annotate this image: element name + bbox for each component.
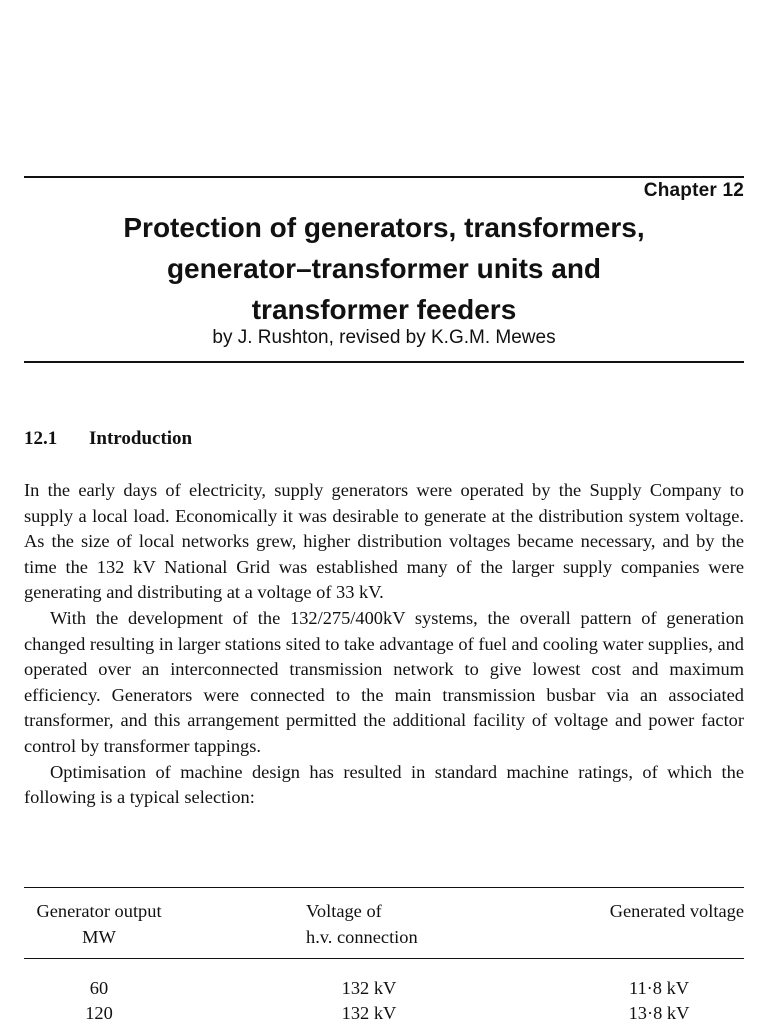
chapter-title-line: Protection of generators, transformers, [123,212,645,243]
header-text: Voltage of [306,901,382,921]
section-heading [24,428,192,450]
header-text: Generated voltage [609,901,744,921]
table-body [24,976,744,1026]
table-row [24,1001,744,1026]
header-text: h.v. connection [306,927,418,947]
header-generator-output [24,898,174,950]
chapter-label: Chapter 12 [643,180,744,201]
header-unit: MW [82,927,116,947]
cell-generator-output: 120 [85,1003,113,1023]
header-bottom-rule [24,361,744,363]
table-row [24,976,744,1001]
chapter-title-line: generator–transformer units and [166,253,602,284]
cell-hv-voltage: 132 kV [341,1003,397,1023]
paragraph: In the early days of electricity, supply generators were operated by the Supply Company to supply a local load. Economically it was desirable to generate at the distribution system voltage. As the size of local networks grew, higher distribution voltages became necessary, and by the time the 132 kV National Grid was established many of the larger supply companies were generating and distributing at a voltage of 33 kV. [24,480,744,603]
top-rule [24,176,744,178]
ratings-table [24,896,744,1023]
cell-generator-output: 60 [89,978,109,998]
body-text [24,478,744,811]
paragraph: Optimisation of machine design has resulted in standard machine ratings, of which the following is a typical selection: [24,761,744,808]
chapter-title-line: transformer feeders [251,294,517,325]
header-hv-voltage [306,898,506,950]
table-header-rule [24,958,744,959]
cell-generated-voltage: 13·8 kV [628,1003,690,1023]
paragraph: With the development of the 132/275/400kV systems, the overall pattern of generation changed resulting in larger stations sited to take advantage of fuel and cooling water supplies, and operated over an interconnected transmission network to give lowest cost and maximum efficiency. Generators were connected to the main transmission busbar via an associated transformer, and this arrangement permitted the additional facility of voltage and power factor control by transformer tappings. [24,607,744,756]
section-title: Introduction [89,428,193,449]
section-number: 12.1 [24,428,58,449]
cell-generated-voltage: 11·8 kV [628,978,690,998]
chapter-title [24,207,744,330]
table-header [24,896,744,950]
header-text: Generator output [36,901,162,921]
table-top-rule [24,887,744,888]
cell-hv-voltage: 132 kV [341,978,397,998]
chapter-byline: by J. Rushton, revised by K.G.M. Mewes [212,327,556,348]
header-generated-voltage [544,898,744,924]
